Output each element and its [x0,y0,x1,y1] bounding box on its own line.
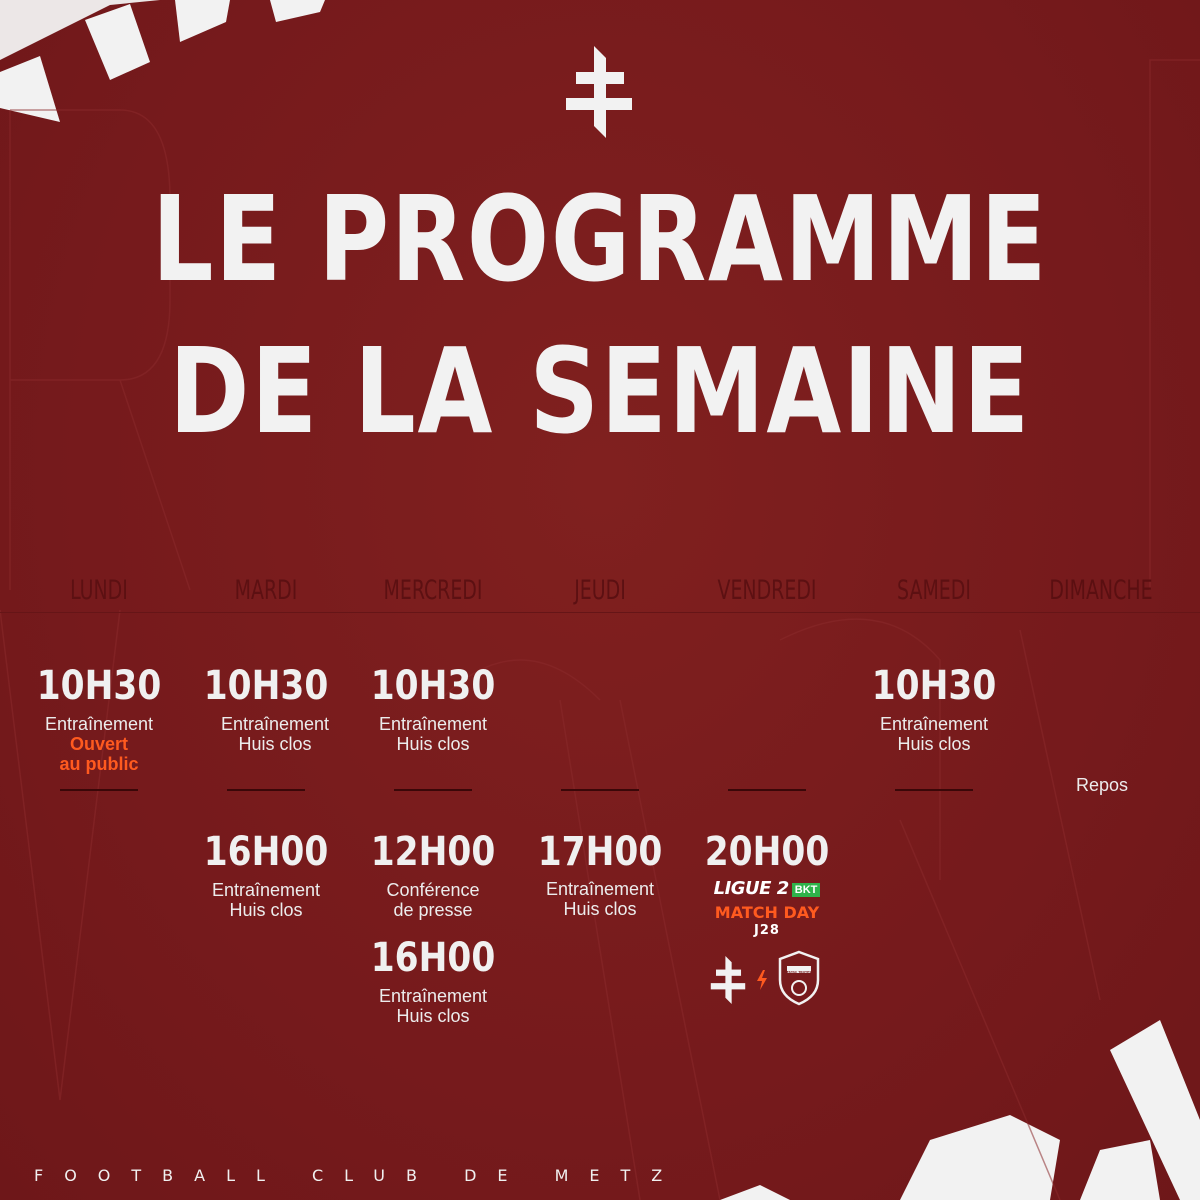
slot-description: Huis clos [897,734,971,754]
day-vendredi: VENDREDI [717,575,817,606]
league-name: LIGUE 2 [713,878,789,899]
slot-description: Entraînement [879,714,989,734]
slot-open-line-2: au public [59,754,139,774]
slot-time: 10H30 [36,663,162,709]
slot-time: 16H00 [370,935,496,981]
mercredi-slot-1 [348,664,518,754]
mardi-slot-1 [181,664,351,754]
day-samedi: SAMEDI [897,575,971,606]
separator [394,789,472,791]
metz-cross-icon [708,956,748,1004]
matchup [682,950,852,1006]
match-day-label: MATCH DAY [714,903,820,922]
separator [227,789,305,791]
slot-description: Huis clos [396,1006,470,1026]
slot-description: Conférence [386,880,480,900]
footer-club-name: FOOTBALL CLUB DE METZ [34,1166,684,1185]
lorraine-cross-icon [566,46,632,138]
mercredi-slot-3 [348,936,518,1026]
day-mercredi: MERCREDI [383,575,483,606]
vendredi-slot-2 [682,830,852,1006]
slot-time: 16H00 [203,829,329,875]
slot-time: 17H00 [537,829,663,875]
mardi-slot-2 [181,830,351,920]
day-jeudi: JEUDI [574,575,626,606]
separator [728,789,806,791]
separator [60,789,138,791]
lundi-slot-1 [14,664,184,774]
separator [561,789,639,791]
match-round: J28 [754,923,780,938]
slot-time: 10H30 [203,663,329,709]
slot-description: Entraînement [378,986,488,1006]
slot-time: 12H00 [370,829,496,875]
day-lundi: LUNDI [70,575,128,606]
slot-description: Entraînement [44,714,154,734]
slot-description: Entraînement [545,879,655,899]
samedi-slot-1 [849,664,1019,754]
league-sponsor: BKT [792,883,821,897]
day-dimanche: DIMANCHE [1049,575,1153,606]
slot-description: Entraînement [211,880,321,900]
title-line-2: DE LA SEMAINE [169,322,1031,460]
slot-description: Huis clos [238,734,312,754]
slot-description: Huis clos [229,900,303,920]
slot-description: Huis clos [563,899,637,919]
dimanche-repos: Repos [1075,775,1129,795]
slot-description: de presse [393,900,473,920]
title-line-1: LE PROGRAMME [151,170,1049,308]
estac-troyes-badge-icon [776,950,822,1006]
divider [0,612,1200,613]
slot-description: Entraînement [378,714,488,734]
opponent-name: ESTAC TROYES [786,970,812,974]
slot-time: 10H30 [370,663,496,709]
slot-time: 10H30 [871,663,997,709]
slot-description: Entraînement [220,714,330,734]
slot-open-line-1: Ouvert [69,734,129,754]
lightning-icon [756,970,768,990]
jeudi-slot-2 [515,830,685,919]
separator [895,789,973,791]
slot-time: 20H00 [704,829,830,875]
slot-description: Huis clos [396,734,470,754]
mercredi-slot-2 [348,830,518,920]
league-logo [682,878,852,899]
day-mardi: MARDI [234,575,298,606]
